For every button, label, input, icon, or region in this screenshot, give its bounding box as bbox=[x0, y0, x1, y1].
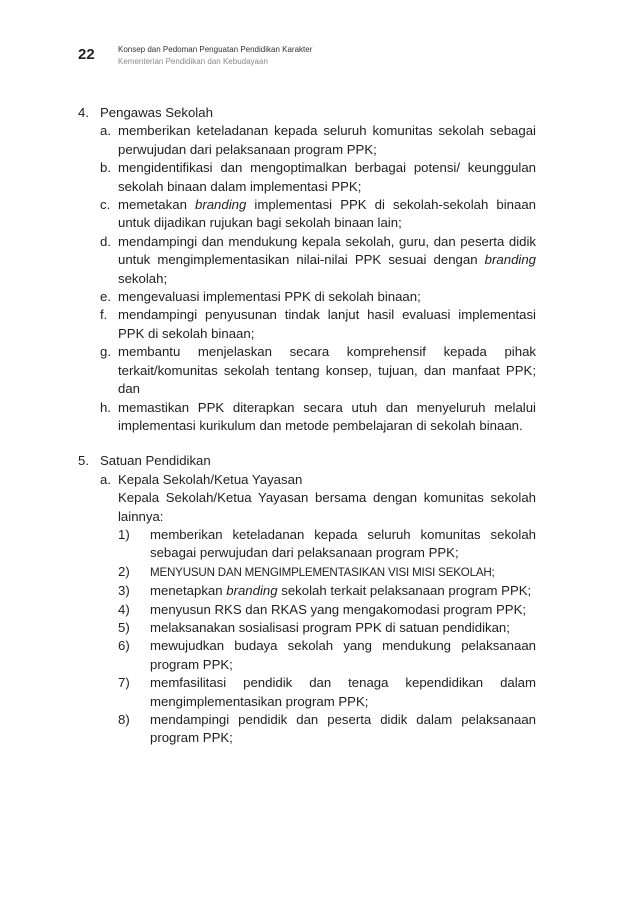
section-gap bbox=[78, 435, 536, 452]
item-label: a. bbox=[100, 123, 111, 139]
item-text: implementasi PPK di sekolah-sekolah binaan untuk dijadikan rujukan bagi sekolah binaan lain; bbox=[118, 197, 536, 231]
duty-list bbox=[100, 122, 536, 435]
list-item bbox=[100, 122, 536, 159]
list-item bbox=[118, 601, 536, 619]
item-text: mendampingi dan mendukung kepala sekolah, guru, dan peserta didik untuk mengimplementasikan nilai-nilai PPK sesuai dengan bbox=[118, 233, 536, 268]
page-content bbox=[78, 104, 536, 748]
list-item bbox=[100, 233, 536, 288]
subsection-title: Kepala Sekolah/Ketua Yayasan bbox=[118, 471, 303, 487]
item-text: sekolah terkait pelaksanaan program PPK; bbox=[277, 583, 532, 599]
item-label: d. bbox=[100, 233, 111, 249]
list-item bbox=[100, 196, 536, 233]
item-label: b. bbox=[100, 160, 111, 176]
page-number: 22 bbox=[78, 46, 95, 63]
item-text: mendampingi penyusunan tindak lanjut hasil evaluasi implementasi PPK di sekolah binaan; bbox=[118, 307, 536, 341]
item-text: memberikan keteladanan kepada seluruh komunitas sekolah sebagai perwujudan dari pelaksanaan program PPK; bbox=[118, 123, 536, 157]
subsection-heading bbox=[100, 471, 536, 489]
item-label: 2) bbox=[118, 563, 130, 579]
item-label: c. bbox=[100, 197, 111, 213]
list-item bbox=[118, 619, 536, 637]
item-text: menyusun RKS dan RKAS yang mengakomodasi program PPK; bbox=[150, 601, 527, 617]
item-text: mendampingi pendidik dan peserta didik dalam pelaksanaan program PPK; bbox=[150, 712, 536, 746]
list-item bbox=[118, 582, 536, 600]
item-label: 3) bbox=[118, 583, 130, 599]
item-label: f. bbox=[100, 307, 108, 323]
item-italic-term: branding bbox=[484, 252, 536, 268]
list-item bbox=[100, 306, 536, 343]
section-title: Pengawas Sekolah bbox=[100, 105, 213, 120]
item-label: e. bbox=[100, 289, 111, 305]
list-item bbox=[100, 399, 536, 436]
item-text: memastikan PPK diterapkan secara utuh dan menyeluruh melalui implementasi kurikulum dan metode pembelajaran di sekolah binaan. bbox=[118, 399, 536, 433]
list-item bbox=[100, 288, 536, 306]
section-number: 5. bbox=[78, 453, 89, 469]
list-item bbox=[118, 711, 536, 748]
item-italic-term: branding bbox=[195, 197, 247, 213]
numbered-list bbox=[118, 526, 536, 748]
item-text: mewujudkan budaya sekolah yang mendukung pelaksanaan program PPK; bbox=[150, 638, 536, 672]
item-text: memetakan bbox=[118, 197, 195, 213]
list-item bbox=[118, 637, 536, 674]
item-label: h. bbox=[100, 399, 111, 415]
item-text: mengevaluasi implementasi PPK di sekolah binaan; bbox=[118, 289, 421, 305]
list-item bbox=[100, 159, 536, 196]
item-text: menetapkan bbox=[150, 583, 227, 599]
list-item bbox=[118, 674, 536, 711]
header-subtitle: Kementerian Pendidikan dan Kebudayaan bbox=[118, 57, 268, 66]
header-text bbox=[118, 44, 418, 68]
item-label: g. bbox=[100, 344, 111, 360]
item-label: 6) bbox=[118, 638, 130, 654]
list-item bbox=[100, 343, 536, 398]
subsection-list bbox=[100, 471, 536, 489]
item-label: 4) bbox=[118, 601, 130, 617]
item-italic-term: branding bbox=[226, 583, 278, 599]
list-item bbox=[118, 563, 536, 582]
subsection-intro: Kepala Sekolah/Ketua Yayasan bersama dengan komunitas sekolah lainnya: bbox=[118, 490, 536, 524]
item-text: MENYUSUN DAN MENGIMPLEMENTASIKAN VISI MISI SEKOLAH; bbox=[150, 565, 495, 579]
list-item bbox=[118, 526, 536, 563]
item-text: memberikan keteladanan kepada seluruh komunitas sekolah sebagai perwujudan dari pelaksanaan program PPK; bbox=[150, 526, 536, 561]
item-text: mengidentifikasi dan mengoptimalkan berbagai potensi/ keunggulan sekolah binaan dalam implementasi PPK; bbox=[118, 160, 536, 194]
item-text: memfasilitasi pendidik dan tenaga kependidikan dalam mengimplementasikan program PPK; bbox=[150, 675, 536, 709]
subsection-label: a. bbox=[100, 471, 111, 487]
section-title: Satuan Pendidikan bbox=[100, 453, 211, 469]
item-label: 7) bbox=[118, 675, 130, 691]
item-text: sekolah; bbox=[118, 270, 168, 286]
section-number: 4. bbox=[78, 105, 89, 120]
section-pengawas-sekolah bbox=[78, 104, 536, 435]
item-text: melaksanakan sosialisasi program PPK di satuan pendidikan; bbox=[150, 619, 510, 635]
item-label: 5) bbox=[118, 619, 130, 635]
item-text: membantu menjelaskan secara komprehensif kepada pihak terkait/komunitas sekolah tentang konsep, tujuan, dan manfaat PPK; dan bbox=[118, 344, 536, 397]
item-label: 8) bbox=[118, 712, 130, 727]
section-satuan-pendidikan bbox=[78, 452, 536, 748]
header-title: Konsep dan Pedoman Penguatan Pendidikan Karakter bbox=[118, 45, 313, 54]
item-label: 1) bbox=[118, 526, 130, 542]
